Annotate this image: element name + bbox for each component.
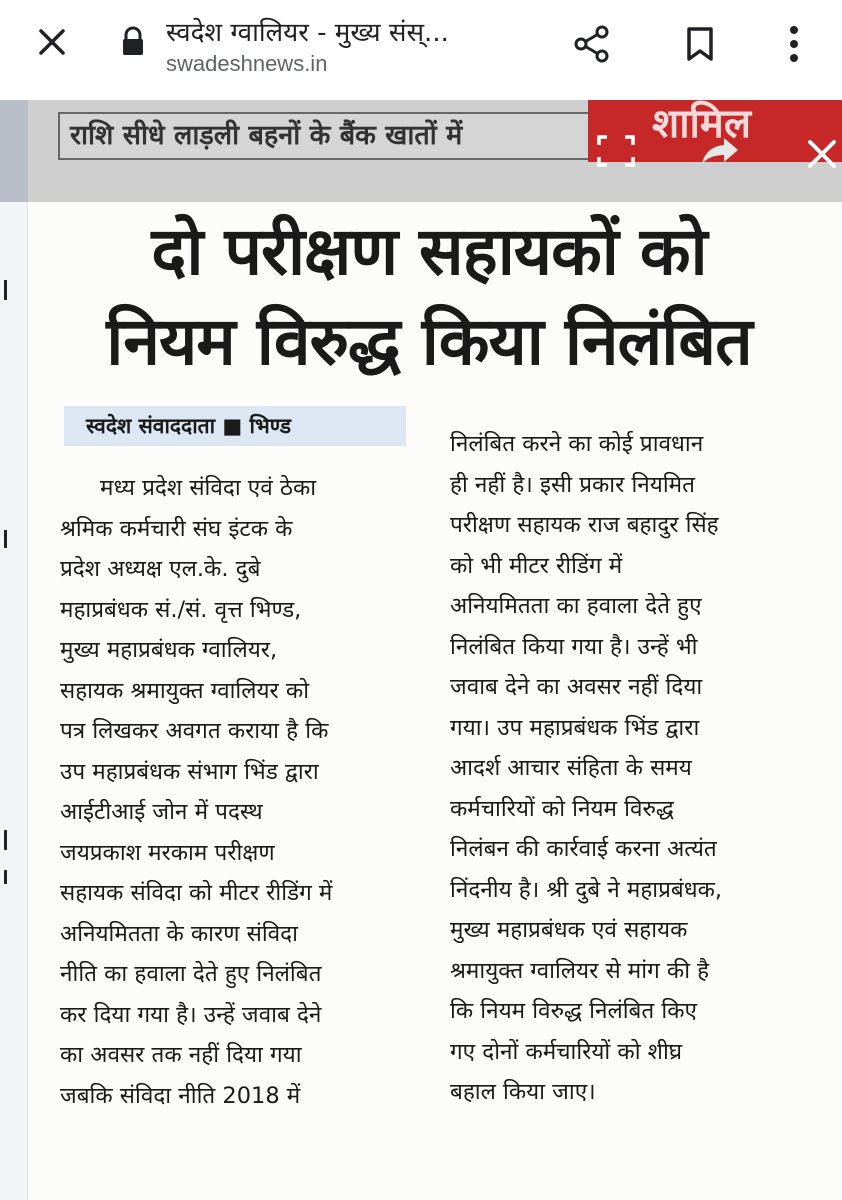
- lock-icon: [120, 26, 146, 56]
- share-icon: [572, 24, 612, 64]
- text-line: ही नहीं है। इसी प्रकार नियमित: [450, 471, 695, 498]
- text-line: निलंबित किया गया है। उन्हें भी: [450, 633, 698, 660]
- text-line: श्रमायुक्त ग्वालियर से मांग की है: [450, 957, 710, 984]
- fullscreen-button[interactable]: [596, 134, 636, 168]
- text-line: आईटीआई जोन में पदस्थ: [60, 799, 263, 825]
- neighbor-column-strip: [0, 100, 28, 1200]
- text-line: निंदनीय है। श्री दुबे ने महाप्रबंधक,: [450, 876, 723, 903]
- headline-line-2: नियम विरुद्ध किया निलंबित: [106, 303, 752, 380]
- clipped-headline: राशि सीधे लाड़ली बहनों के बैंक खातों में: [58, 112, 598, 160]
- text-line: आदर्श आचार संहिता के समय: [450, 755, 692, 781]
- overlay-left-strip: [0, 100, 28, 202]
- text-line: कि नियम विरुद्ध निलंबित किए: [450, 998, 697, 1024]
- text-line: कर्मचारियों को नियम विरुद्ध: [450, 795, 674, 822]
- strip-mark: [4, 280, 7, 300]
- text-line: प्रदेश अध्यक्ष एल.के. दुबे: [60, 556, 261, 582]
- text-line: अनियमितता के कारण संविदा: [60, 920, 298, 947]
- text-line: कर दिया गया है। उन्हें जवाब देने: [60, 1001, 322, 1028]
- share-button[interactable]: [568, 20, 616, 68]
- strip-mark: [4, 870, 7, 884]
- page-url: swadeshnews.in: [166, 51, 328, 76]
- left-column: [60, 468, 410, 1116]
- text-line: निलंबन की कार्रवाई करना अत्यंत: [450, 836, 717, 862]
- browser-toolbar: [0, 0, 842, 100]
- text-line: गया। उप महाप्रबंधक भिंड द्वारा: [450, 714, 700, 741]
- text-line: सहायक श्रमायुक्त ग्वालियर को: [60, 677, 310, 704]
- red-label-text: शामिल: [652, 101, 751, 147]
- text-line: जबकि संविदा नीति 2018 में: [60, 1082, 301, 1109]
- share-arrow-icon: [700, 136, 740, 166]
- overlay-banner: [0, 100, 842, 202]
- strip-mark: [4, 530, 7, 548]
- text-line: मुख्य महाप्रबंधक ग्वालियर,: [60, 637, 278, 663]
- text-line: को भी मीटर रीडिंग में: [450, 552, 623, 579]
- close-tab-button[interactable]: [32, 22, 72, 62]
- page-title: स्वदेश ग्वालियर - मुख्य संस्...: [166, 18, 449, 48]
- text-line: नीति का हवाला देते हुए निलंबित: [60, 961, 322, 987]
- text-line: गए दोनों कर्मचारियों को शीघ्र: [450, 1038, 683, 1065]
- overlay-close-button[interactable]: [804, 136, 840, 172]
- byline: स्वदेश संवाददाता ■ भिण्ड: [64, 406, 406, 446]
- right-column: [450, 424, 800, 1113]
- fullscreen-icon: [596, 134, 636, 168]
- text-line: उप महाप्रबंधक संभाग भिंड द्वारा: [60, 758, 319, 785]
- overlay-share-button[interactable]: [700, 136, 740, 166]
- text-line: श्रमिक कर्मचारी संघ इंटक के: [60, 515, 293, 542]
- text-line: परीक्षण सहायक राज बहादुर सिंह: [450, 512, 719, 538]
- text-line: सहायक संविदा को मीटर रीडिंग में: [60, 880, 333, 906]
- text-line: का अवसर तक नहीं दिया गया: [60, 1042, 302, 1068]
- text-line: अनियमितता का हवाला देते हुए: [450, 593, 702, 619]
- text-line: जवाब देने का अवसर नहीं दिया: [450, 674, 703, 700]
- bookmark-button[interactable]: [676, 20, 724, 68]
- article-image: [0, 100, 842, 1200]
- address-area[interactable]: [166, 16, 546, 78]
- text-line: पत्र लिखकर अवगत कराया है कि: [60, 718, 329, 744]
- text-line: बहाल किया जाए।: [450, 1079, 596, 1105]
- text-line: महाप्रबंधक सं./सं. वृत्त भिण्ड,: [60, 596, 302, 623]
- close-icon: [804, 136, 840, 172]
- text-line: मुख्य महाप्रबंधक एवं सहायक: [450, 917, 688, 943]
- text-line: निलंबित करने का कोई प्रावधान: [450, 431, 704, 457]
- strip-mark: [4, 830, 7, 850]
- headline-line-1: दो परीक्षण सहायकों को: [151, 213, 707, 290]
- text-line: मध्य प्रदेश संविदा एवं ठेका: [100, 475, 317, 501]
- more-options-button[interactable]: [770, 20, 818, 68]
- article-headline: [44, 210, 814, 390]
- close-icon: [37, 27, 67, 57]
- bookmark-icon: [685, 26, 715, 62]
- more-vert-icon: [788, 24, 800, 64]
- text-line: जयप्रकाश मरकाम परीक्षण: [60, 839, 275, 866]
